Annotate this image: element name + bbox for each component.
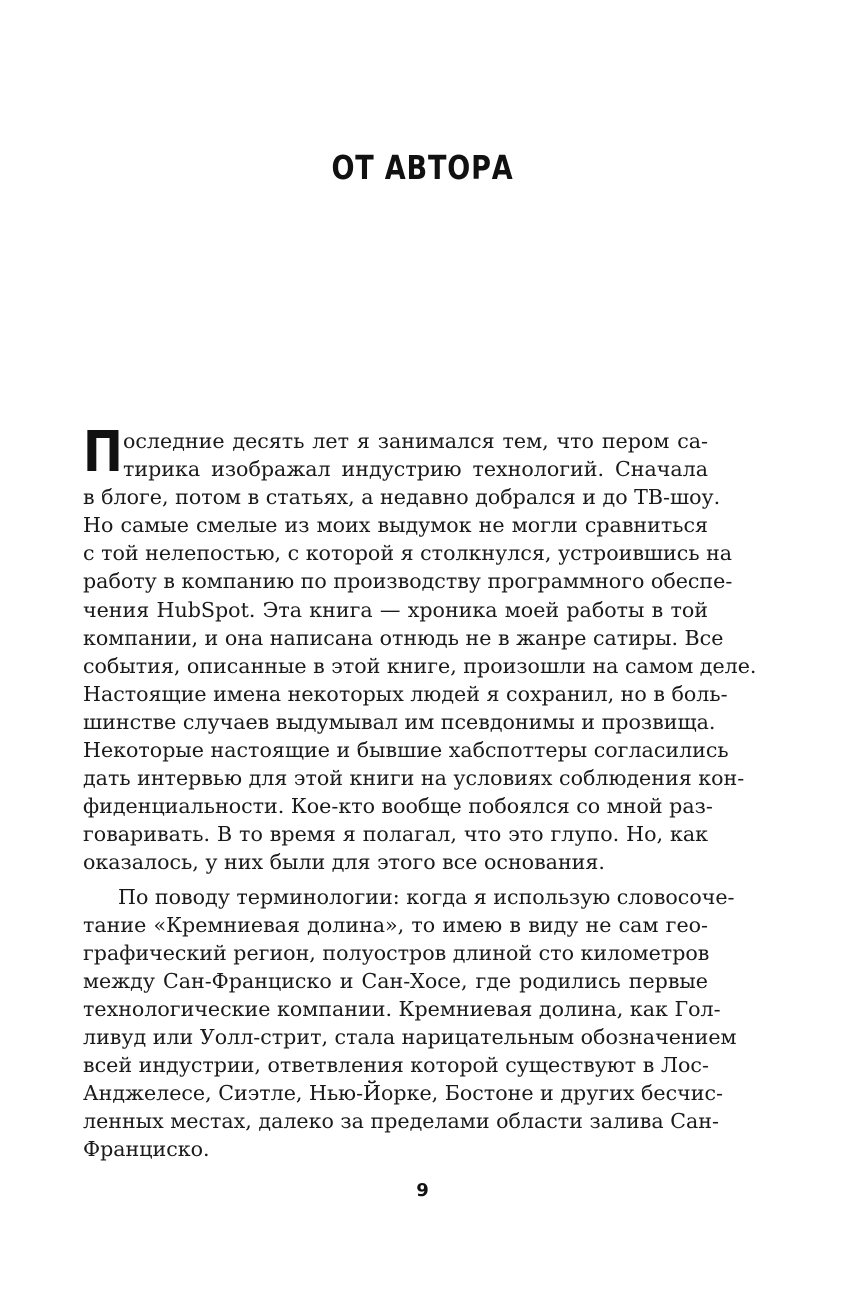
- text-line: Франциско.: [83, 1137, 210, 1162]
- text-line: компании, и она написана отнюдь не в жанре сатиры. Все: [83, 625, 724, 650]
- text-line: с той нелепостью, с которой я столкнулся, устроившись на: [83, 541, 733, 566]
- text-line: Анджелесе, Сиэтле, Нью-Йорке, Бостоне и других бесчис-: [83, 1081, 723, 1106]
- text-line: ливуд или Уолл-стрит, стала нарицательным обозначением: [83, 1024, 737, 1049]
- page-number: 9: [416, 1180, 429, 1201]
- text-line: всей индустрии, ответвления которой существуют в Лос-: [83, 1053, 709, 1078]
- text-line: дать интервью для этой книги на условиях соблюдения кон-: [83, 766, 745, 791]
- text-line: Настоящие имена некоторых людей я сохранил, но в боль-: [83, 681, 728, 706]
- text-line: фиденциальности. Кое-кто вообще побоялся со мной раз-: [83, 794, 713, 819]
- paragraph-1: [83, 420, 757, 877]
- text-line: чения HubSpot. Эта книга — хроника моей работы в той: [83, 597, 708, 622]
- body-text: [83, 420, 757, 1163]
- text-line: оследние десять лет я занимался тем, что пером са-: [123, 429, 708, 453]
- text-line: тание «Кремниевая долина», то имею в виду не сам гео-: [83, 912, 708, 937]
- text-line: в блоге, потом в статьях, а недавно добрался и до ТВ-шоу.: [83, 485, 721, 510]
- text-line: шинстве случаев выдумывал им псевдонимы и прозвища.: [83, 709, 716, 734]
- text-line: ленных местах, далеко за пределами области залива Сан-: [83, 1109, 719, 1134]
- text-line: графический регион, полуостров длиной сто километров: [83, 940, 710, 965]
- text-line: По поводу терминологии: когда я использую словосоче-: [118, 884, 735, 909]
- text-line: события, описанные в этой книге, произошли на самом деле.: [83, 653, 757, 678]
- page-title: ОТ АВТОРА: [331, 148, 514, 187]
- text-line: между Сан-Франциско и Сан-Хосе, где родились первые: [83, 968, 708, 993]
- text-line: технологические компании. Кремниевая долина, как Гол-: [83, 996, 721, 1021]
- text-line: работу в компанию по производству программного обеспе-: [83, 569, 733, 594]
- drop-cap: П: [83, 420, 123, 485]
- text-line: говаривать. В то время я полагал, что это глупо. Но, как: [83, 822, 708, 847]
- text-line: оказалось, у них были для этого все основания.: [83, 850, 605, 875]
- text-line: тирика изображал индустрию технологий. Сначала: [123, 457, 708, 482]
- paragraph-2: [83, 883, 737, 1164]
- text-line: Некоторые настоящие и бывшие хабспоттеры согласились: [83, 738, 729, 763]
- text-line: Но самые смелые из моих выдумок не могли сравниться: [83, 513, 708, 538]
